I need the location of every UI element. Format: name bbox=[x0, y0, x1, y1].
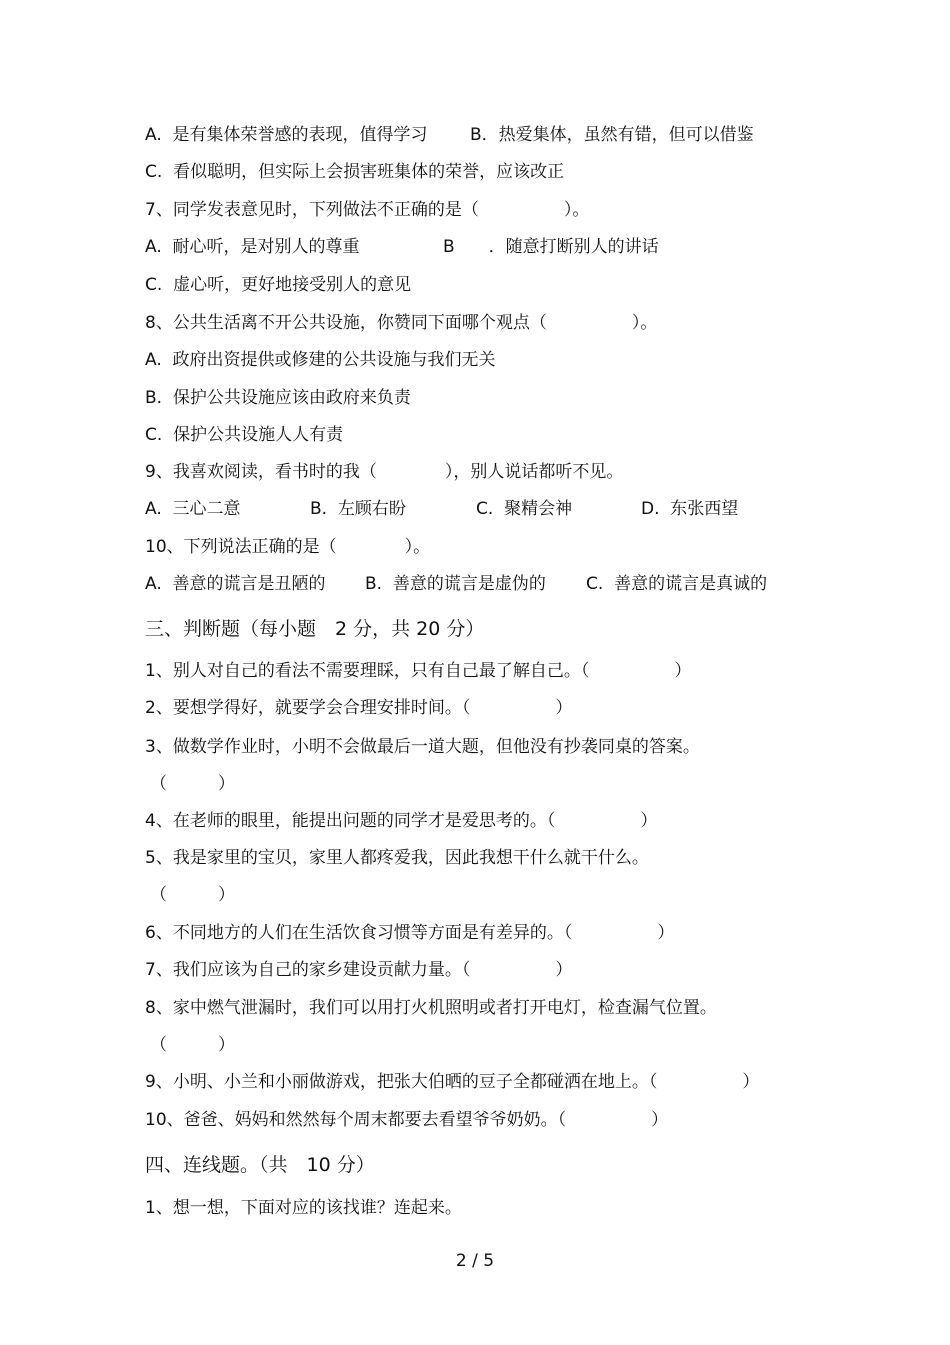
q8-option-b: B. 保护公共设施应该由政府来负责 bbox=[145, 388, 411, 408]
q7-stem: 7、同学发表意见时，下列做法不正确的是（ ）。 bbox=[145, 200, 590, 220]
judgment-item-3-blank: （ ） bbox=[150, 774, 235, 794]
q7-option-b: B ．随意打断别人的讲话 bbox=[443, 237, 659, 257]
q7-option-a: A. 耐心听，是对别人的尊重 bbox=[145, 237, 360, 257]
q10-option-c: C. 善意的谎言是真诚的 bbox=[586, 574, 768, 594]
q9-option-a: A. 三心二意 bbox=[145, 499, 241, 519]
q7-option-c: C. 虚心听，更好地接受别人的意见 bbox=[145, 275, 412, 295]
q10-option-a: A. 善意的谎言是丑陋的 bbox=[145, 574, 326, 594]
judgment-item-5: 5、我是家里的宝贝，家里人都疼爱我，因此我想干什么就干什么。 bbox=[145, 848, 649, 868]
q8-option-a: A. 政府出资提供或修建的公共设施与我们无关 bbox=[145, 350, 496, 370]
q9-option-d: D. 东张西望 bbox=[641, 499, 739, 519]
q8-option-c: C. 保护公共设施人人有责 bbox=[145, 425, 344, 445]
judgment-item-10: 10、爸爸、妈妈和然然每个周末都要去看望爷爷奶奶。（ ） bbox=[145, 1110, 669, 1130]
judgment-item-1: 1、别人对自己的看法不需要理睬，只有自己最了解自己。（ ） bbox=[145, 661, 692, 681]
q9-option-b: B. 左顾右盼 bbox=[310, 499, 406, 519]
section4-heading: 四、连线题。（共 10 分） bbox=[145, 1154, 375, 1176]
q10-option-b: B. 善意的谎言是虚伪的 bbox=[365, 574, 546, 594]
judgment-item-4: 4、在老师的眼里，能提出问题的同学才是爱思考的。（ ） bbox=[145, 811, 658, 831]
q6-option-b: B．热爱集体，虽然有错，但可以借鉴 bbox=[470, 125, 754, 145]
judgment-item-8: 8、家中燃气泄漏时，我们可以用打火机照明或者打开电灯，检查漏气位置。 bbox=[145, 998, 717, 1018]
judgment-item-5-blank: （ ） bbox=[150, 885, 235, 905]
q6-option-c: C. 看似聪明，但实际上会损害班集体的荣誉，应该改正 bbox=[145, 162, 565, 182]
q6-option-a: A. 是有集体荣誉感的表现，值得学习 bbox=[145, 125, 428, 145]
judgment-item-8-blank: （ ） bbox=[150, 1035, 235, 1055]
judgment-item-2: 2、要想学得好，就要学会合理安排时间。（ ） bbox=[145, 698, 573, 718]
judgment-item-9: 9、小明、小兰和小丽做游戏，把张大伯晒的豆子全都碰洒在地上。（ ） bbox=[145, 1072, 760, 1092]
matching-item-1: 1、想一想，下面对应的该找谁？连起来。 bbox=[145, 1198, 462, 1218]
q10-stem: 10、下列说法正确的是（ ）。 bbox=[145, 537, 431, 557]
judgment-item-6: 6、不同地方的人们在生活饮食习惯等方面是有差异的。（ ） bbox=[145, 923, 675, 943]
judgment-item-7: 7、我们应该为自己的家乡建设贡献力量。（ ） bbox=[145, 960, 573, 980]
page-number: 2 / 5 bbox=[455, 1251, 495, 1271]
q9-option-c: C. 聚精会神 bbox=[476, 499, 573, 519]
judgment-item-3: 3、做数学作业时，小明不会做最后一道大题，但他没有抄袭同桌的答案。 bbox=[145, 737, 700, 757]
q8-stem: 8、公共生活离不开公共设施，你赞同下面哪个观点（ ）。 bbox=[145, 313, 658, 333]
section3-heading: 三、判断题（每小题 2 分，共 20 分） bbox=[145, 618, 485, 640]
q9-stem: 9、我喜欢阅读，看书时的我（ ），别人说话都听不见。 bbox=[145, 462, 624, 482]
